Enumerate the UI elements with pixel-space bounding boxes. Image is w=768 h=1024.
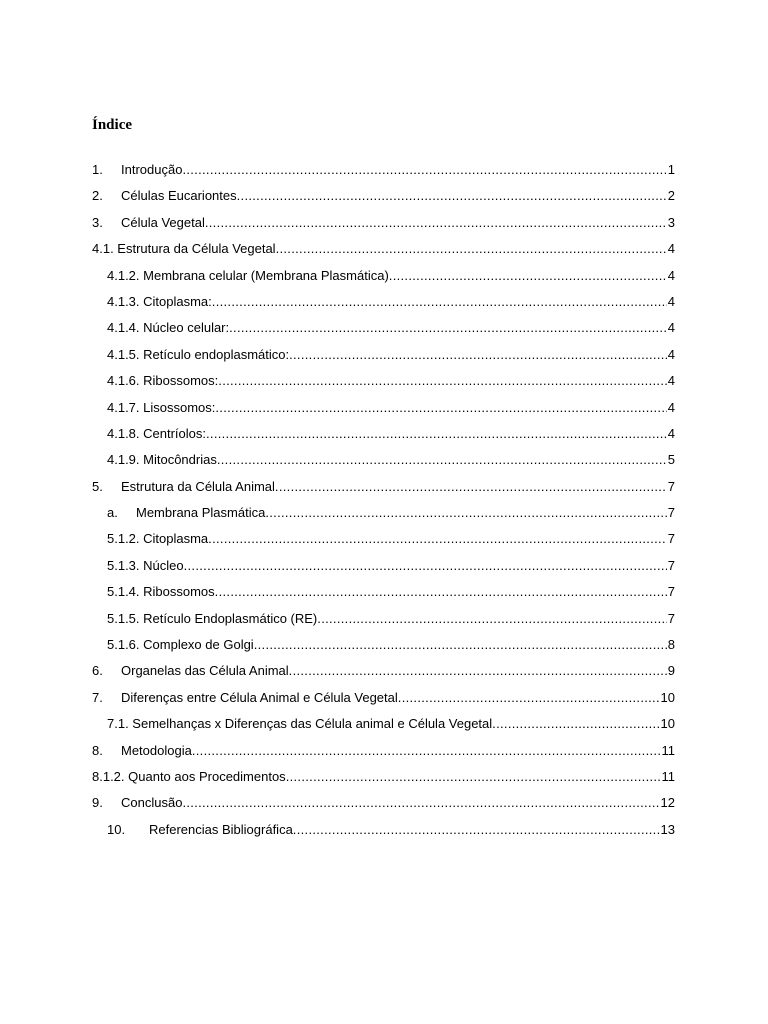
toc-entry[interactable] <box>92 292 675 318</box>
toc-entry[interactable] <box>92 398 675 424</box>
toc-entry-label: 7.1. Semelhanças x Diferenças das Célula animal e Célula Vegetal <box>107 716 493 732</box>
toc-entry-label: Estrutura da Célula Animal <box>121 478 275 494</box>
toc-entry[interactable] <box>92 424 675 450</box>
toc-entry[interactable] <box>92 767 675 793</box>
toc-entry-label: Metodologia <box>121 742 192 758</box>
toc-dot-leader <box>212 292 667 312</box>
toc-entry-page: 1 <box>667 162 675 177</box>
toc-dot-leader <box>215 582 667 602</box>
toc-entry[interactable] <box>92 186 675 212</box>
toc-entry-label: 4.1.7. Lisossomos: <box>107 399 216 415</box>
toc-entry-page: 3 <box>667 214 675 230</box>
toc-entry-page: 9 <box>667 663 675 679</box>
toc-dot-leader <box>254 635 667 655</box>
toc-entry[interactable] <box>92 503 675 529</box>
toc-entry-label: 5.1.6. Complexo de Golgi <box>107 637 254 653</box>
toc-entry[interactable] <box>92 793 675 819</box>
toc-entry[interactable] <box>92 160 675 186</box>
toc-dot-leader <box>286 767 661 787</box>
toc-entry[interactable] <box>92 635 675 661</box>
toc-dot-leader <box>289 345 667 365</box>
toc-entry-label: Células Eucariontes <box>121 188 237 204</box>
toc-entry-label: Diferenças entre Célula Animal e Célula Vegetal <box>121 689 398 705</box>
toc-entry-label: 4.1.9. Mitocôndrias <box>107 452 217 468</box>
toc-dot-leader <box>389 266 667 286</box>
toc-entry-number: 2. <box>92 188 103 204</box>
toc-dot-leader <box>215 398 666 418</box>
toc-entry-number: 1. <box>92 162 103 177</box>
toc-entry[interactable] <box>92 741 675 767</box>
toc-entry[interactable] <box>92 318 675 344</box>
toc-entry-label: Organelas das Célula Animal <box>121 663 289 679</box>
toc-entry-number: 3. <box>92 214 103 230</box>
toc-dot-leader <box>182 793 659 813</box>
toc-entry-label: 8.1.2. Quanto aos Procedimentos <box>92 768 286 784</box>
toc-entry-label: 4.1.6. Ribossomos: <box>107 373 219 389</box>
toc-entry-page: 13 <box>660 821 675 837</box>
toc-entry-page: 8 <box>667 637 675 653</box>
toc-entry-label: Introdução <box>121 162 183 177</box>
toc-entry[interactable] <box>92 529 675 555</box>
toc-entry-label: 4.1.4. Núcleo celular: <box>107 320 230 336</box>
toc-dot-leader <box>265 503 666 523</box>
toc-entry-number: 8. <box>92 742 103 758</box>
toc-dot-leader <box>182 160 666 180</box>
toc-entry-number: 5. <box>92 478 103 494</box>
toc-entry-page: 4 <box>667 373 675 389</box>
toc-entry[interactable] <box>92 371 675 397</box>
toc-dot-leader <box>492 714 659 734</box>
toc-entry-page: 11 <box>661 742 675 758</box>
toc-entry-label: Membrana Plasmática <box>136 505 266 521</box>
toc-dot-leader <box>237 186 667 206</box>
toc-entry-label: Conclusão <box>121 795 183 811</box>
toc-dot-leader <box>206 424 667 444</box>
toc-dot-leader <box>217 450 667 470</box>
toc-entry-label: Referencias Bibliográfica <box>149 821 293 837</box>
toc-entry[interactable] <box>92 688 675 714</box>
toc-entry-page: 7 <box>667 557 675 573</box>
toc-entry[interactable] <box>92 582 675 608</box>
toc-entry-label: 5.1.2. Citoplasma <box>107 531 209 547</box>
toc-entry-page: 4 <box>667 320 675 336</box>
table-of-contents <box>92 160 675 846</box>
toc-dot-leader <box>289 661 667 681</box>
toc-dot-leader <box>192 741 661 761</box>
toc-entry[interactable] <box>92 661 675 687</box>
toc-entry-label: 5.1.5. Retículo Endoplasmático (RE) <box>107 610 318 626</box>
toc-entry[interactable] <box>92 609 675 635</box>
toc-entry-label: Célula Vegetal <box>121 214 205 230</box>
toc-dot-leader <box>317 609 666 629</box>
toc-entry-page: 10 <box>660 689 675 705</box>
toc-entry-page: 12 <box>660 795 675 811</box>
toc-entry-page: 10 <box>660 716 675 732</box>
toc-entry[interactable] <box>92 820 675 846</box>
toc-entry-label: 4.1. Estrutura da Célula Vegetal <box>92 241 276 257</box>
toc-dot-leader <box>293 820 660 840</box>
toc-entry-page: 7 <box>667 505 675 521</box>
toc-entry-page: 4 <box>667 346 675 362</box>
toc-entry-page: 4 <box>667 267 675 283</box>
toc-entry[interactable] <box>92 239 675 265</box>
toc-entry-label: 4.1.2. Membrana celular (Membrana Plasmática) <box>107 267 389 283</box>
toc-entry-label: 4.1.3. Citoplasma: <box>107 293 212 309</box>
toc-entry[interactable] <box>92 477 675 503</box>
toc-entry-page: 7 <box>667 531 675 547</box>
toc-title: Índice <box>92 117 133 133</box>
toc-dot-leader <box>205 213 667 233</box>
toc-entry-page: 4 <box>667 399 675 415</box>
toc-entry-page: 11 <box>661 768 675 784</box>
toc-entry[interactable] <box>92 213 675 239</box>
toc-dot-leader <box>276 239 667 259</box>
toc-dot-leader <box>184 556 667 576</box>
toc-entry-label: 4.1.8. Centríolos: <box>107 425 206 441</box>
toc-entry-number: 10. <box>107 821 126 837</box>
toc-dot-leader <box>229 318 667 338</box>
toc-entry-number: 7. <box>92 689 103 705</box>
toc-dot-leader <box>218 371 666 391</box>
toc-entry-label: 5.1.3. Núcleo <box>107 557 184 573</box>
toc-entry-number: 6. <box>92 663 103 679</box>
toc-entry[interactable] <box>92 266 675 292</box>
toc-entry-label: 4.1.5. Retículo endoplasmático: <box>107 346 290 362</box>
toc-entry-page: 5 <box>667 452 675 468</box>
toc-entry[interactable] <box>92 714 675 740</box>
toc-entry-page: 7 <box>667 478 675 494</box>
toc-dot-leader <box>398 688 660 708</box>
toc-entry-page: 2 <box>667 188 675 204</box>
toc-entry[interactable] <box>92 345 675 371</box>
toc-entry-page: 4 <box>667 241 675 257</box>
toc-dot-leader <box>275 477 667 497</box>
toc-entry-page: 4 <box>667 425 675 441</box>
toc-entry[interactable] <box>92 556 675 582</box>
toc-entry-label: 5.1.4. Ribossomos <box>107 584 215 600</box>
toc-dot-leader <box>208 529 667 549</box>
toc-entry-number: 9. <box>92 795 103 811</box>
toc-entry-page: 4 <box>667 293 675 309</box>
toc-entry-page: 7 <box>667 610 675 626</box>
toc-entry-page: 7 <box>667 584 675 600</box>
toc-entry[interactable] <box>92 450 675 476</box>
toc-entry-number: a. <box>107 505 118 521</box>
